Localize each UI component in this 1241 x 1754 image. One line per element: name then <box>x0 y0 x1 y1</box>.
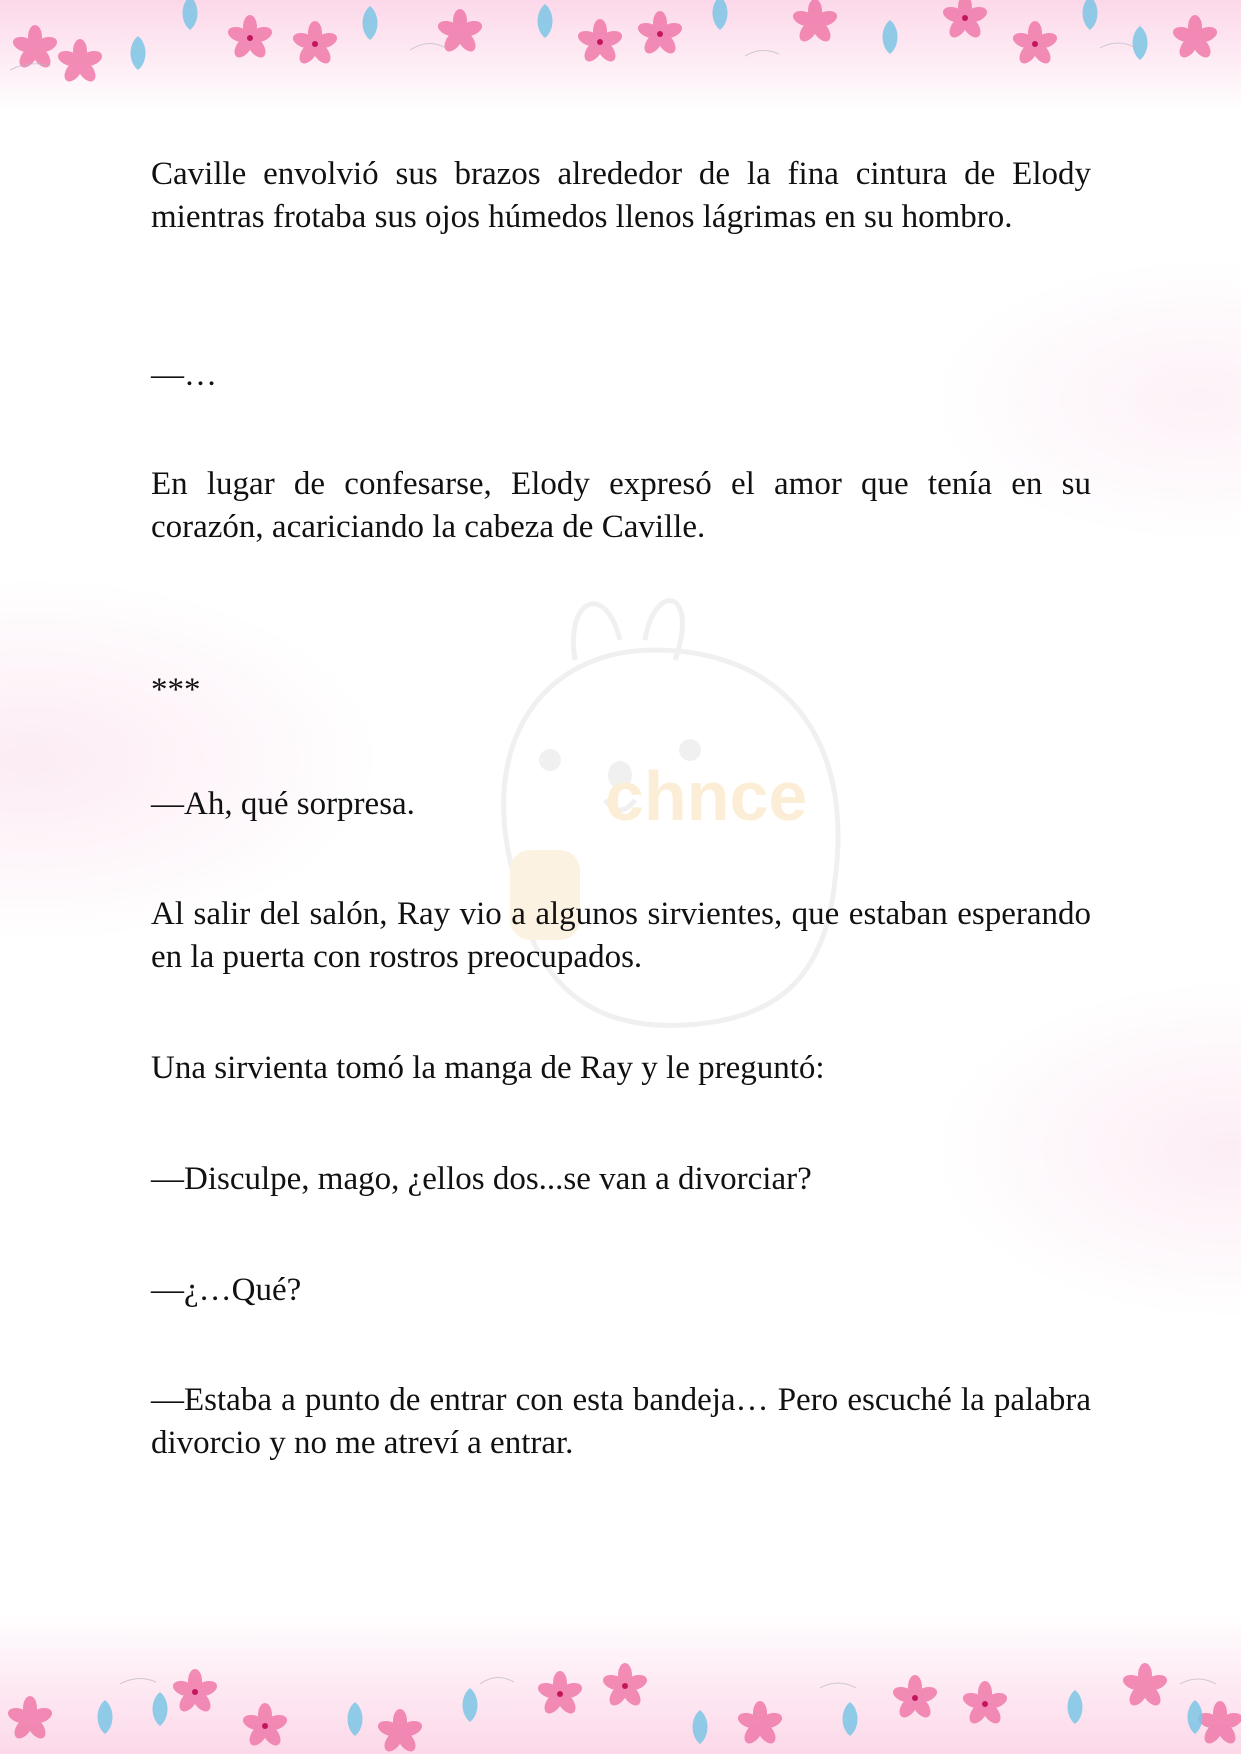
paragraph-6: Una sirvienta tomó la manga de Ray y le preguntó: <box>151 1050 825 1086</box>
paragraph-9: —Estaba a punto de entrar con esta bandeja… Pero escuché la palabra divorcio y no me atreví a entrar. <box>151 1382 1091 1461</box>
floral-border-bottom <box>0 1614 1241 1754</box>
flower-garland-bottom <box>0 1614 1241 1754</box>
paragraph-1: Caville envolvió sus brazos alrededor de la fina cintura de Elody mientras frotaba sus ojos húmedos llenos lágrimas en su hombro. <box>151 156 1091 235</box>
paragraph-8: —¿…Qué? <box>151 1272 302 1308</box>
paragraph-2: —… <box>151 357 217 393</box>
paragraph-7: —Disculpe, mago, ¿ellos dos...se van a divorciar? <box>151 1161 812 1197</box>
paragraph-3: En lugar de confesarse, Elody expresó el amor que tenía en su corazón, acariciando la cabeza de Caville. <box>151 466 1091 545</box>
section-break: *** <box>151 672 201 708</box>
svg-text:chnce: chnce <box>605 757 808 835</box>
floral-border-top <box>0 0 1241 110</box>
paragraph-4: —Ah, qué sorpresa. <box>151 786 415 822</box>
flower-garland-top <box>0 0 1241 110</box>
paragraph-5: Al salir del salón, Ray vio a algunos sirvientes, que estaban esperando en la puerta con rostros preocupados. <box>151 896 1091 975</box>
